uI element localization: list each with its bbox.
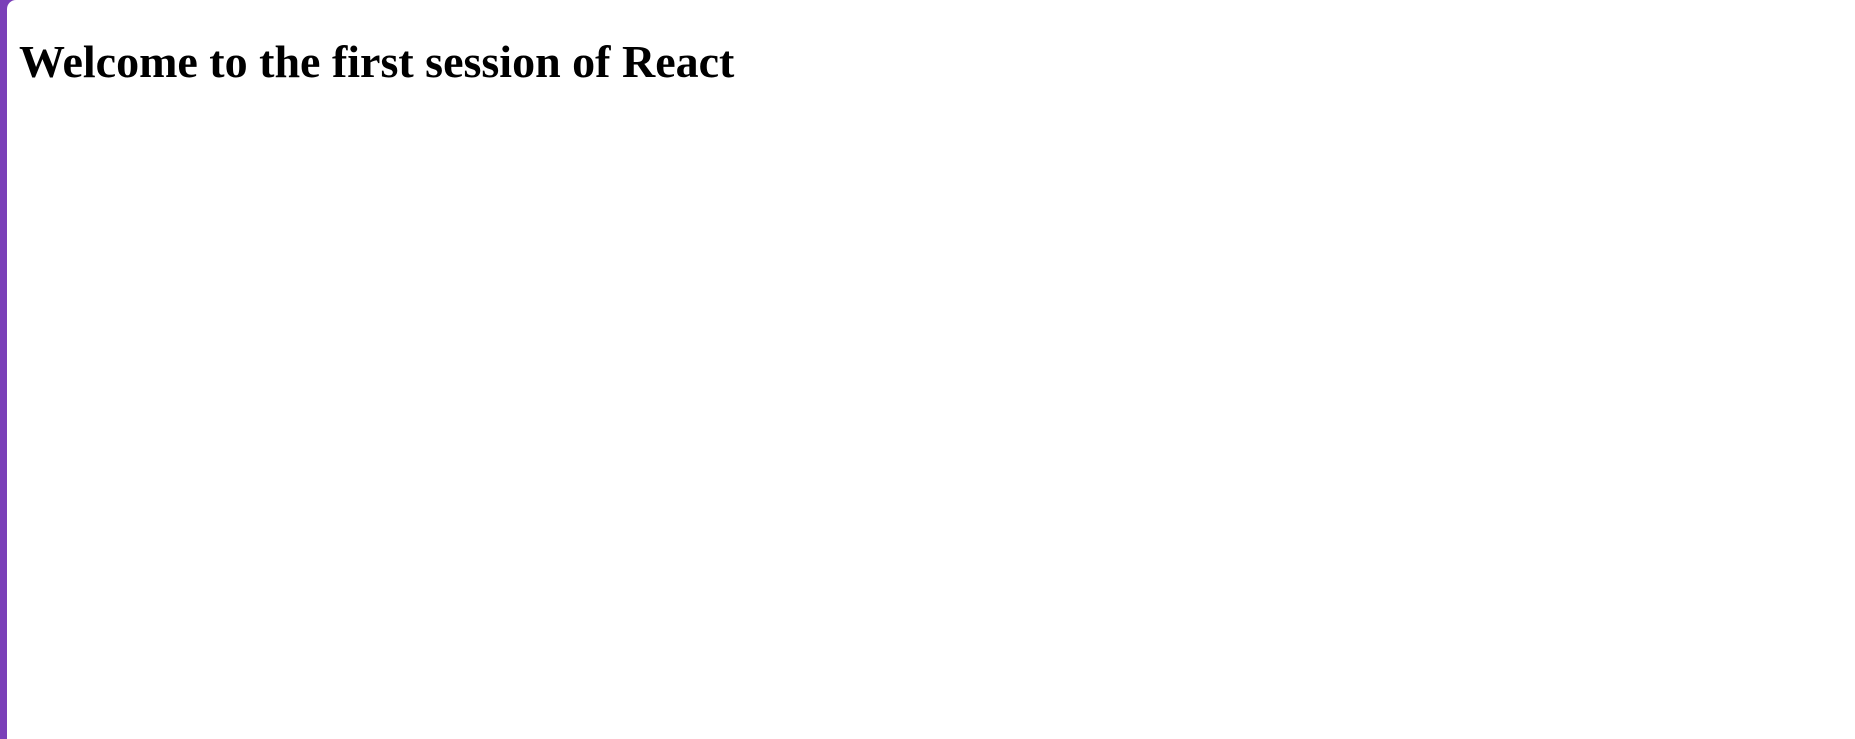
page-title: Welcome to the first session of React [19,36,735,87]
page-viewport [7,0,1855,739]
